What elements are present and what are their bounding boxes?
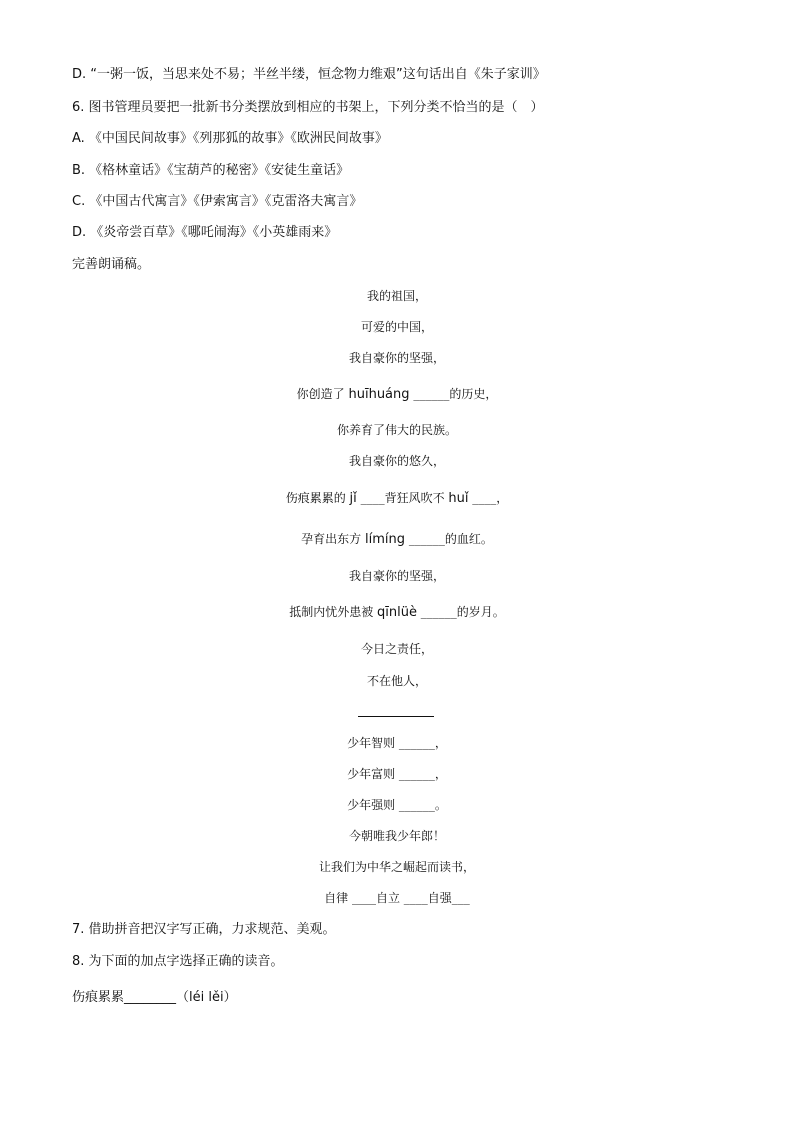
poem-line-10 <box>0 603 794 622</box>
poem-line-7-pre: 伤痕累累的 <box>285 491 350 505</box>
pinyin-ji: jǐ <box>349 491 357 506</box>
option-d-q5: D. “一粥一饭，当思来处不易；半丝半缕，恒念物力维艰”这句话出自《朱子家训》 <box>72 67 546 82</box>
q6-option-a: A. 《中国民间故事》《列那狐的故事》《欧洲民间故事》 <box>72 131 388 146</box>
poem-line-10-pre: 抵制内忧外患被 <box>289 605 378 619</box>
poem-line-5: 你养育了伟大的民族。 <box>336 423 457 437</box>
poem-line-4-pre: 你创造了 <box>296 387 349 401</box>
poem-line-4 <box>0 385 794 404</box>
pinyin-hui: huǐ <box>448 491 469 506</box>
poem-line-3: 我自豪你的坚强， <box>348 351 445 365</box>
poem-line-1: 我的祖国， <box>366 289 427 303</box>
pinyin-qinlue: qīnlüè <box>377 605 417 620</box>
poem-line-10-post: ______的岁月。 <box>416 605 505 619</box>
q8-stem: 8. 为下面的加点字选择正确的读音。 <box>72 954 284 969</box>
poem-line-9: 我自豪你的坚强， <box>348 569 445 583</box>
section-title: 完善朗诵稿。 <box>72 257 151 272</box>
poem-line-8-pre: 孕育出东方 <box>301 532 365 546</box>
poem-line-13: 少年智则 ______， <box>347 736 447 750</box>
poem-line-12: 不在他人， <box>366 674 427 688</box>
poem-line-7-mid: ____背狂风吹不 <box>356 491 449 505</box>
poem-line-15: 少年强则 ______。 <box>347 798 447 812</box>
poem-line-11: 今日之责任， <box>360 642 433 656</box>
poem-line-16: 今朝唯我少年郎！ <box>348 829 445 843</box>
q6-option-b: B. 《格林童话》《宝葫芦的秘密》《安徒生童话》 <box>72 163 350 178</box>
poem-line-8-post: ______的血红。 <box>405 532 493 546</box>
poem-line-17: 让我们为中华之崛起而读书， <box>318 860 475 874</box>
answer-blank-line <box>358 716 434 717</box>
q6-option-d: D. 《炎帝尝百草》《哪吒闹海》《小英雄雨来》 <box>72 225 338 240</box>
poem-line-4-post: ______的历史， <box>409 387 498 401</box>
poem-line-8 <box>0 530 794 549</box>
q8-item: 伤痕累累________（léi lěi） <box>72 990 237 1005</box>
poem-line-6: 我自豪你的悠久， <box>348 454 445 468</box>
q7-stem: 7. 借助拼音把汉字写正确，力求规范、美观。 <box>72 922 336 937</box>
q6-stem: 6. 图书管理员要把一批新书分类摆放到相应的书架上，下列分类不恰当的是（ ） <box>72 100 544 115</box>
poem-line-2: 可爱的中国， <box>360 320 433 334</box>
poem-line-14: 少年富则 ______， <box>347 767 447 781</box>
poem-line-7 <box>0 489 794 508</box>
poem-line-7-post: ____， <box>468 491 509 505</box>
q6-option-c: C. 《中国古代寓言》《伊索寓言》《克雷洛夫寓言》 <box>72 194 363 209</box>
pinyin-liming: límíng <box>365 532 405 547</box>
pinyin-huihuang: huīhuáng <box>348 387 410 402</box>
poem-line-18: 自律 ____自立 ____自强___ <box>324 891 470 905</box>
